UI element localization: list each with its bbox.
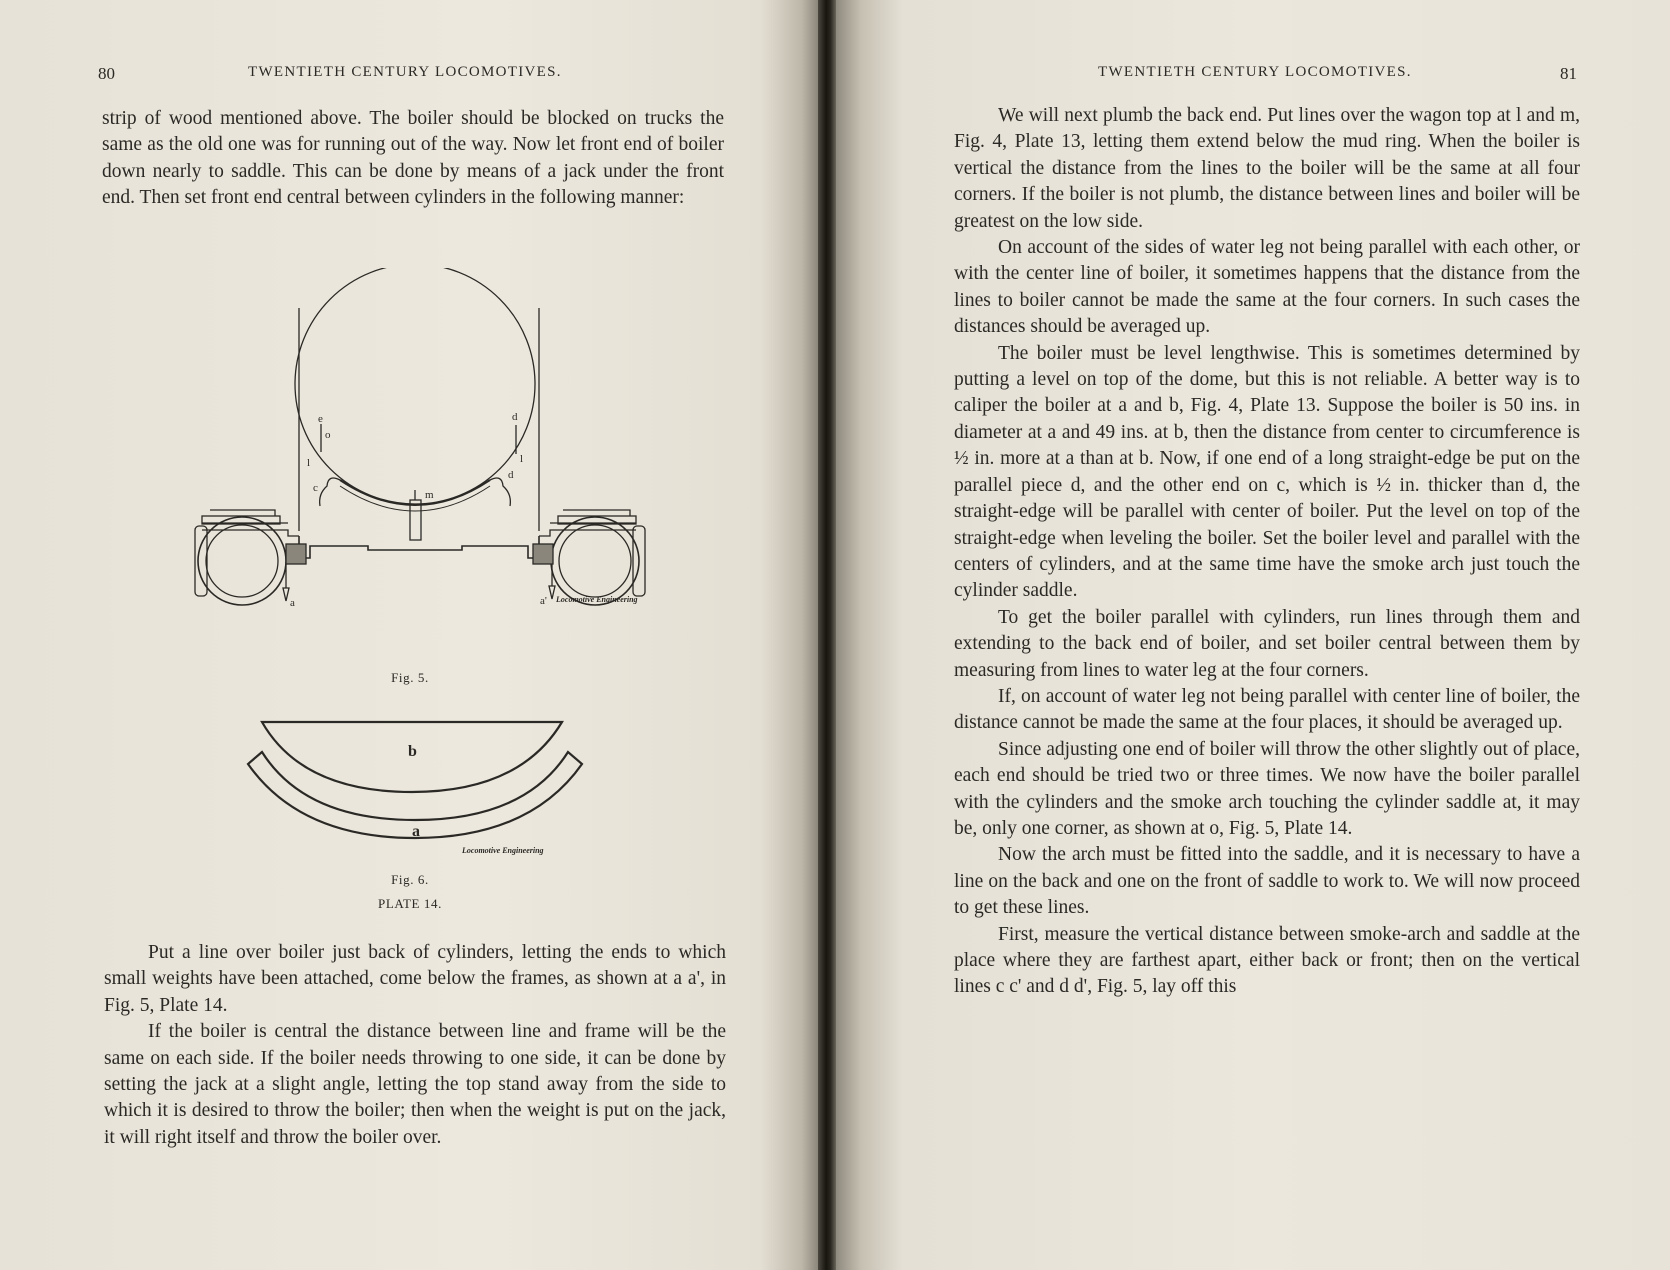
running-head: TWENTIETH CENTURY LOCOMOTIVES.	[1098, 64, 1412, 80]
fig6-caption: Fig. 6.	[391, 872, 429, 887]
paragraph: If the boiler is central the distance between line and frame will be the same on each side. If the boiler needs throwing to one side, it can be done by setting the jack at a slight angle, letting the top stand away from the side to which it is desired to throw the boiler; then when the weight is put on the jack, it will right itself and throw the boiler over.	[104, 1021, 726, 1148]
fig5-label-o: o	[325, 429, 331, 441]
paragraph: First, measure the vertical distance between smoke-arch and saddle at the place where they are farthest apart, either back or front; then on the vertical lines c c' and d d', Fig. 5, lay off this	[954, 923, 1580, 998]
paragraph: The boiler must be level lengthwise. This is sometimes determined by putting a level on top of the dome, but this is not reliable. A better way is to caliper the boiler at a and b, Fig. 4, Plate 13. Suppose the boiler is 50 ins. in diameter at a and 49 ins. at b, then the distance from center to circumference is ½ in. more at a than at b. Now, if one end of a long straight-edge be put on the parallel piece d, and the other end on c, which is ½ in. thicker than d, the straight-edge will be parallel with center of boiler. Put the level on top of the straight-edge when leveling the boiler. Set the boiler level and parallel with the centers of cylinders, and at the same time have the smoke arch just touch the cylinder saddle.	[954, 342, 1580, 602]
fig5-credit: Locomotive Engineering	[556, 595, 638, 604]
right-page	[836, 0, 1670, 1270]
fig5-label-c: c	[313, 482, 318, 494]
fig6-credit: Locomotive Engineering	[462, 846, 544, 855]
page-number: 81	[1560, 64, 1577, 83]
fig6-label-a: a	[412, 823, 420, 840]
fig5-label-l-right: l	[520, 453, 524, 465]
fig5-label-a-prime: a'	[540, 595, 547, 607]
running-head: TWENTIETH CENTURY LOCOMOTIVES.	[248, 64, 562, 80]
fig5-label-d-top: d	[512, 411, 518, 423]
paragraph: Put a line over boiler just back of cylinders, letting the ends to which small weights have been attached, come below the frames, as shown at a a', in Fig. 5, Plate 14.	[104, 942, 726, 1016]
paragraph: strip of wood mentioned above. The boiler should be blocked on trucks the same as the old one was for running out of the way. Now let front end of boiler down nearly to saddle. This can be done by means of a jack under the front end. Then set front end central between cylinders in the following manner:	[102, 108, 724, 209]
fig5-label-l-left: l	[307, 457, 311, 469]
left-top-text	[102, 106, 724, 212]
fig5-label-e: e	[318, 413, 323, 425]
boiler-circle	[295, 268, 535, 504]
left-bottom-text	[104, 940, 726, 1151]
figure-5-boiler-diagram	[190, 268, 650, 668]
paragraph: If, on account of water leg not being parallel with center line of boiler, the distance cannot be made the same at the four places, it should be averaged up.	[954, 685, 1580, 734]
paragraph: Now the arch must be fitted into the saddle, and it is necessary to have a line on the back and one on the front of saddle to work to. We will now proceed to get these lines.	[954, 844, 1580, 919]
fig5-label-a: a	[290, 597, 295, 609]
fig6-label-b: b	[408, 743, 417, 760]
paragraph: To get the boiler parallel with cylinders, run lines through them and extending to the back end of boiler, and set boiler central between them by measuring from lines to water leg at the four corners.	[954, 606, 1580, 681]
fig5-label-d: d	[508, 469, 514, 481]
paragraph: Since adjusting one end of boiler will throw the other slightly out of place, each end should be tried two or three times. We now have the boiler parallel with the cylinders and the smoke arch touching the cylinder saddle at, it may be, only one corner, as shown at o, Fig. 5, Plate 14.	[954, 738, 1580, 839]
page-number: 80	[98, 64, 115, 83]
left-page	[0, 0, 818, 1270]
paragraph: We will next plumb the back end. Put lines over the wagon top at l and m, Fig. 4, Plate 13, letting them extend below the mud ring. When the boiler is vertical the distance from the lines to the boiler will be the same at all four corners. If the boiler is not plumb, the distance between lines and boiler will be greatest on the low side.	[954, 105, 1580, 232]
fig5-caption: Fig. 5.	[391, 670, 429, 685]
right-body-text	[954, 103, 1580, 1001]
paragraph: On account of the sides of water leg not being parallel with each other, or with the center line of boiler, it sometimes happens that the distance from the lines to boiler cannot be made the same at the four corners. In such cases the distances should be averaged up.	[954, 237, 1580, 338]
figure-6-caliper-diagram	[240, 712, 600, 862]
plate-caption: PLATE 14.	[378, 896, 442, 911]
book-gutter	[818, 0, 836, 1270]
fig5-label-m: m	[425, 489, 434, 501]
